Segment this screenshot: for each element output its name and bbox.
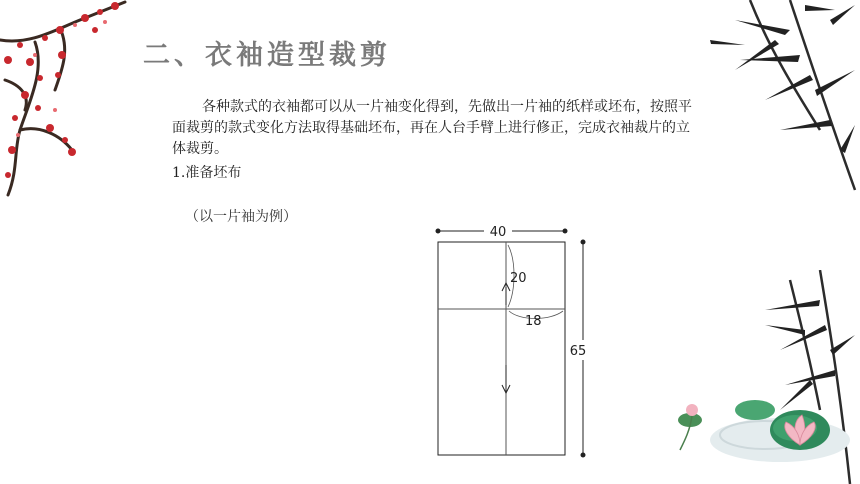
dimension-dot-bottom — [581, 453, 586, 458]
cap-height-label: 20 — [510, 271, 527, 286]
dimension-dot-top — [581, 240, 586, 245]
width-label: 40 — [489, 225, 507, 240]
page-title: 二、衣袖造型裁剪 — [143, 40, 391, 71]
dimension-dot-left — [436, 229, 441, 234]
sleeve-pattern-diagram — [410, 215, 610, 465]
bamboo-lotus-decoration — [670, 270, 860, 484]
step-heading: 1.准备坯布 — [172, 165, 242, 181]
dimension-dot-right — [563, 229, 568, 234]
bamboo-decoration-top — [690, 0, 860, 200]
plum-blossom-decoration — [0, 0, 150, 200]
fabric-rectangle — [438, 242, 565, 455]
body-paragraph — [172, 97, 692, 160]
half-width-label: 18 — [525, 314, 542, 329]
example-note: （以一片袖为例） — [185, 209, 297, 225]
height-label: 65 — [569, 344, 587, 359]
paragraph-text: 各种款式的衣袖都可以从一片袖变化得到，先做出一片袖的纸样或坯布，按照平面裁剪的款式变化方法取得基础坯布，再在人台手臂上进行修正，完成衣袖裁片的立体裁剪。 — [172, 99, 692, 157]
